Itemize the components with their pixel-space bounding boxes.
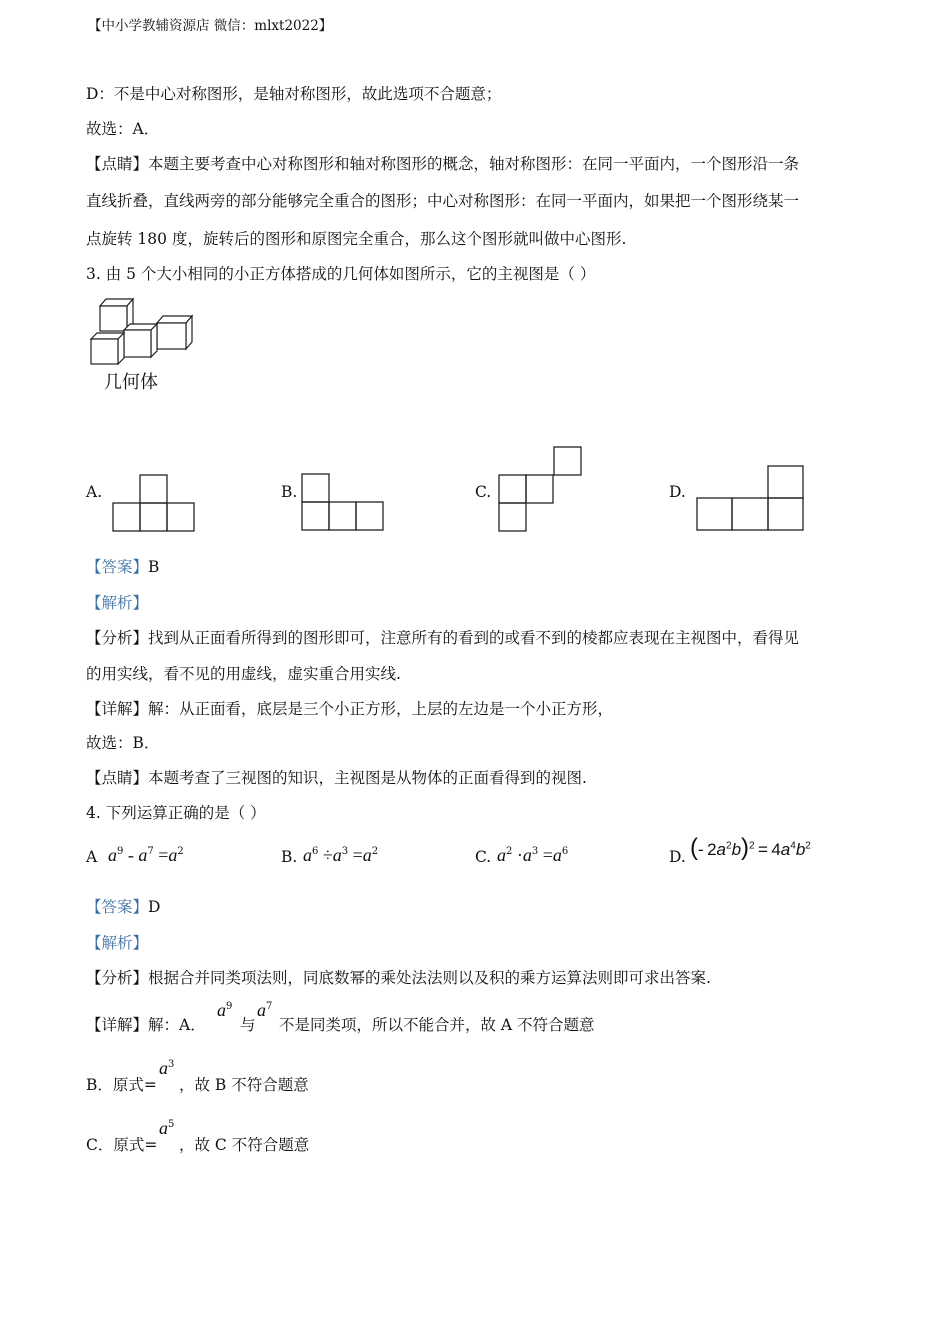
q4-b-rest: ，故 B 不符合题意 [179, 1076, 309, 1094]
q3-analysis-tag: 【解析】 [86, 594, 149, 612]
q4-detail-rest: 不是同类项，所以不能合并，故 A 不符合题意 [279, 1016, 595, 1034]
q4-detail-line [86, 1013, 206, 1035]
fenxi-text: 找到从正面看所得到的图形即可，注意所有的看到的或看不到的棱都应表现在主视图中，看得见 [148, 629, 800, 647]
comment-tag: 【点睛】 [86, 769, 149, 787]
q3-answer [86, 555, 159, 577]
answer-tag: 【答案】 [86, 898, 149, 916]
detail-prefix: 解：A． [148, 1016, 206, 1034]
q4-detail-term-a9: $a^9$ [217, 1000, 233, 1020]
q3-option-d-label: D. [669, 483, 686, 501]
prev-comment-line-1 [86, 152, 799, 174]
q4-detail-term-a7: $a^7$ [257, 1000, 273, 1020]
q3-stem: 3. 由 5 个大小相同的小正方体搭成的几何体如图所示，它的主视图是（ ） [86, 265, 596, 283]
fenxi-tag: 【分析】 [86, 969, 149, 987]
q4-c-result: $a^5$ [159, 1118, 175, 1138]
q4-b-line: B．原式= [86, 1076, 157, 1094]
page-header: 【中小学教辅资源店 微信：mlxt2022】 [88, 18, 333, 34]
q3-option-a-view [112, 474, 196, 532]
q4-option-c-formula: $a^2 \cdot a^3 =a^6$ [497, 845, 569, 865]
q3-option-d-view [696, 465, 806, 533]
q3-choice: 故选：B． [86, 734, 160, 752]
prev-choice: 故选：A． [86, 120, 160, 138]
q3-fenxi-line-1 [86, 626, 799, 648]
q4-option-a-formula: $a^9 - a^7 =a^2$ [108, 845, 184, 865]
answer-value: B [148, 558, 160, 576]
answer-tag: 【答案】 [86, 558, 149, 576]
q4-c-rest: ，故 C 不符合题意 [179, 1136, 310, 1154]
fenxi-tag: 【分析】 [86, 629, 149, 647]
prev-option-d-line: D：不是中心对称图形，是轴对称图形，故此选项不合题意； [86, 85, 502, 103]
q4-option-d-label: D. [669, 848, 686, 866]
q4-option-b-formula: $a^6 \div a^3 =a^2$ [303, 845, 379, 865]
answer-value: D [148, 898, 161, 916]
q3-comment [86, 766, 587, 788]
q4-analysis-tag: 【解析】 [86, 934, 149, 952]
detail-tag: 【详解】 [86, 700, 149, 718]
q4-option-a-label: A [86, 848, 98, 866]
q4-fenxi [86, 966, 711, 988]
q4-option-c-label: C. [475, 848, 492, 866]
prev-comment-line-2: 直线折叠，直线两旁的部分能够完全重合的图形；中心对称图形：在同一平面内，如果把一个图形绕某一 [86, 192, 800, 210]
q3-figure-caption: 几何体 [104, 372, 158, 393]
q3-option-c-label: C. [475, 483, 492, 501]
q4-b-result: $a^3$ [159, 1058, 175, 1078]
q3-option-c-view [498, 446, 584, 534]
detail-tag: 【详解】 [86, 1016, 149, 1034]
q4-option-d-formula: (- $2a^2b)^2 = 4a^4b^2$ [690, 834, 811, 861]
q4-detail-with: 与 [240, 1016, 256, 1034]
comment-text: 本题考查了三视图的知识，主视图是从物体的正面看得到的视图. [148, 769, 587, 787]
q3-option-b-label: B. [281, 483, 298, 501]
fenxi-text: 根据合并同类项法则，同底数幂的乘处法法则以及积的乘方运算法则即可求出答案. [148, 969, 711, 987]
comment-text: 本题主要考查中心对称图形和轴对称图形的概念，轴对称图形：在同一平面内，一个图形沿一条 [148, 155, 800, 173]
q3-detail [86, 697, 613, 719]
detail-text: 解：从正面看，底层是三个小正方形，上层的左边是一个小正方形， [148, 700, 614, 718]
q3-fenxi-line-2: 的用实线，看不见的用虚线，虚实重合用实线. [86, 665, 401, 683]
q3-option-b-view [301, 473, 385, 531]
q4-c-line: C．原式= [86, 1136, 158, 1154]
comment-tag: 【点睛】 [86, 155, 149, 173]
q4-answer [86, 895, 160, 917]
q3-option-a-label: A. [86, 483, 103, 501]
q4-option-b-label: B. [281, 848, 298, 866]
prev-comment-line-3: 点旋转 180 度，旋转后的图形和原图完全重合，那么这个图形就叫做中心图形. [86, 230, 627, 248]
q4-stem: 4. 下列运算正确的是（ ） [86, 804, 266, 822]
